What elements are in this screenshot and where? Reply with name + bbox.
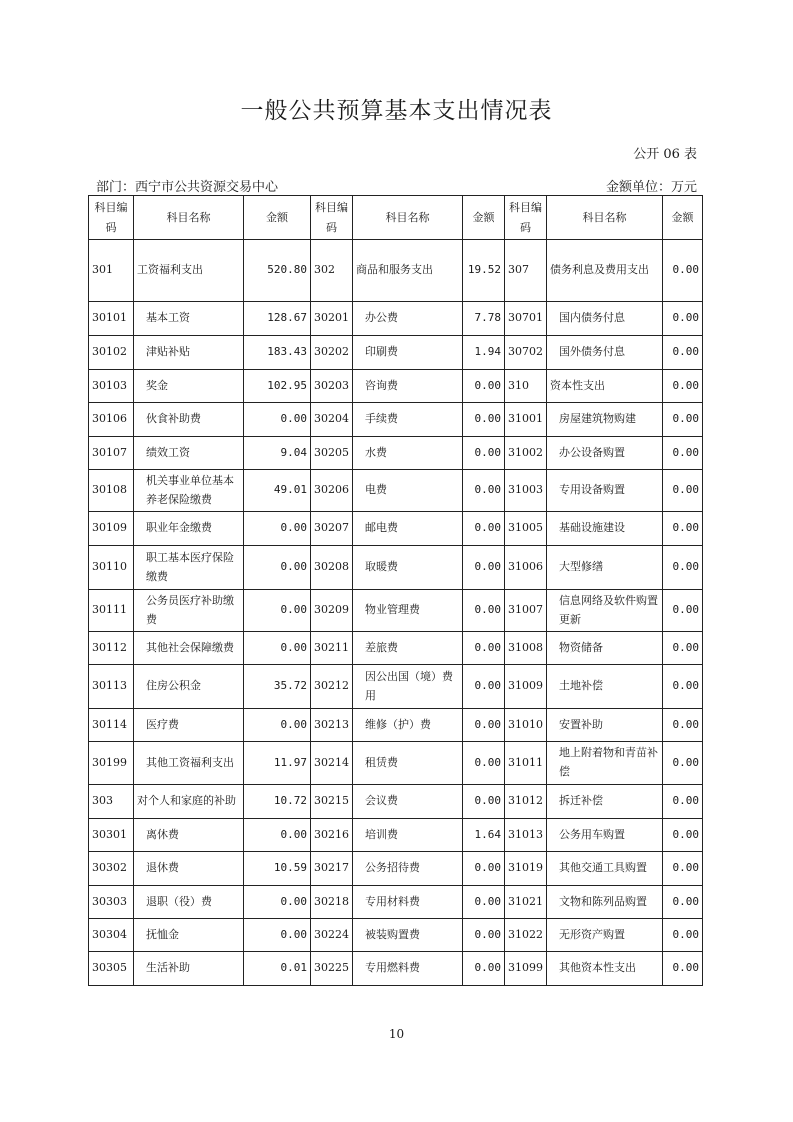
cell-code-2: 30218 (311, 886, 353, 919)
cell-name-1: 基本工资 (134, 302, 244, 336)
cell-code-1: 30110 (89, 546, 134, 590)
cell-amount-2: 0.00 (463, 590, 505, 632)
cell-amount-1: 0.00 (244, 546, 311, 590)
header-code-3: 科目编码 (505, 196, 547, 240)
cell-name-2: 会议费 (353, 785, 463, 819)
cell-amount-3: 0.00 (663, 852, 703, 886)
cell-name-3: 其他交通工具购置 (547, 852, 663, 886)
cell-code-2: 30207 (311, 512, 353, 546)
cell-code-1: 30302 (89, 852, 134, 886)
cell-name-1: 住房公积金 (134, 665, 244, 709)
cell-code-1: 30112 (89, 632, 134, 665)
cell-code-1: 30109 (89, 512, 134, 546)
cell-amount-1: 0.00 (244, 403, 311, 437)
cell-code-1: 30303 (89, 886, 134, 919)
cell-amount-2: 0.00 (463, 709, 505, 742)
cell-amount-1: 11.97 (244, 742, 311, 785)
cell-amount-2: 0.00 (463, 632, 505, 665)
cell-name-1: 退职（役）费 (134, 886, 244, 919)
cell-code-1: 30103 (89, 370, 134, 403)
cell-name-3: 国内债务付息 (547, 302, 663, 336)
cell-code-2: 30204 (311, 403, 353, 437)
cell-code-1: 303 (89, 785, 134, 819)
cell-name-2: 专用燃料费 (353, 952, 463, 986)
cell-code-3: 30701 (505, 302, 547, 336)
header-name-2: 科目名称 (353, 196, 463, 240)
cell-code-3: 31009 (505, 665, 547, 709)
cell-code-2: 30202 (311, 336, 353, 370)
cell-code-3: 31011 (505, 742, 547, 785)
table-row (89, 403, 703, 437)
cell-code-1: 30305 (89, 952, 134, 986)
cell-code-3: 31019 (505, 852, 547, 886)
cell-name-1: 生活补助 (134, 952, 244, 986)
cell-code-2: 30205 (311, 437, 353, 470)
cell-amount-1: 35.72 (244, 665, 311, 709)
cell-name-3: 大型修缮 (547, 546, 663, 590)
cell-amount-1: 128.67 (244, 302, 311, 336)
cell-name-1: 津贴补贴 (134, 336, 244, 370)
cell-code-2: 30211 (311, 632, 353, 665)
cell-code-2: 30208 (311, 546, 353, 590)
cell-amount-2: 0.00 (463, 919, 505, 952)
table-row (89, 240, 703, 302)
cell-amount-3: 0.00 (663, 370, 703, 403)
cell-name-1: 奖金 (134, 370, 244, 403)
cell-code-1: 30199 (89, 742, 134, 785)
cell-name-2: 咨询费 (353, 370, 463, 403)
cell-amount-3: 0.00 (663, 709, 703, 742)
cell-name-2: 水费 (353, 437, 463, 470)
cell-amount-2: 1.64 (463, 819, 505, 852)
cell-name-3: 国外债务付息 (547, 336, 663, 370)
cell-code-2: 30203 (311, 370, 353, 403)
header-name-1: 科目名称 (134, 196, 244, 240)
cell-amount-3: 0.00 (663, 952, 703, 986)
table-row (89, 852, 703, 886)
cell-name-2: 差旅费 (353, 632, 463, 665)
cell-name-3: 土地补偿 (547, 665, 663, 709)
cell-name-3: 拆迁补偿 (547, 785, 663, 819)
cell-amount-2: 0.00 (463, 886, 505, 919)
cell-name-2: 专用材料费 (353, 886, 463, 919)
cell-name-3: 债务利息及费用支出 (547, 240, 663, 302)
cell-code-2: 30212 (311, 665, 353, 709)
cell-amount-3: 0.00 (663, 240, 703, 302)
cell-amount-3: 0.00 (663, 665, 703, 709)
cell-name-3: 安置补助 (547, 709, 663, 742)
cell-code-3: 31002 (505, 437, 547, 470)
table-row (89, 919, 703, 952)
cell-name-1: 离休费 (134, 819, 244, 852)
cell-amount-3: 0.00 (663, 546, 703, 590)
cell-name-2: 维修（护）费 (353, 709, 463, 742)
cell-name-3: 无形资产购置 (547, 919, 663, 952)
table-row (89, 742, 703, 785)
cell-code-2: 30206 (311, 470, 353, 512)
cell-code-1: 30111 (89, 590, 134, 632)
cell-amount-1: 10.72 (244, 785, 311, 819)
cell-name-3: 资本性支出 (547, 370, 663, 403)
cell-code-2: 30225 (311, 952, 353, 986)
cell-amount-3: 0.00 (663, 590, 703, 632)
cell-code-3: 31007 (505, 590, 547, 632)
cell-code-3: 31022 (505, 919, 547, 952)
cell-name-2: 邮电费 (353, 512, 463, 546)
cell-name-1: 职工基本医疗保险缴费 (134, 546, 244, 590)
cell-amount-1: 0.00 (244, 632, 311, 665)
cell-amount-2: 0.00 (463, 470, 505, 512)
cell-name-1: 医疗费 (134, 709, 244, 742)
cell-code-1: 30101 (89, 302, 134, 336)
cell-code-2: 30224 (311, 919, 353, 952)
cell-name-3: 物资储备 (547, 632, 663, 665)
form-number: 公开 06 表 (633, 147, 697, 162)
table-row (89, 709, 703, 742)
cell-amount-1: 183.43 (244, 336, 311, 370)
cell-amount-3: 0.00 (663, 742, 703, 785)
cell-amount-1: 0.00 (244, 709, 311, 742)
cell-amount-1: 0.01 (244, 952, 311, 986)
cell-amount-3: 0.00 (663, 336, 703, 370)
amount-unit-label: 金额单位：万元 (605, 180, 697, 195)
cell-amount-1: 0.00 (244, 919, 311, 952)
cell-name-2: 物业管理费 (353, 590, 463, 632)
cell-code-3: 31021 (505, 886, 547, 919)
cell-amount-2: 0.00 (463, 512, 505, 546)
header-code-2: 科目编码 (311, 196, 353, 240)
cell-amount-3: 0.00 (663, 819, 703, 852)
cell-code-2: 30216 (311, 819, 353, 852)
cell-name-2: 取暖费 (353, 546, 463, 590)
cell-amount-2: 0.00 (463, 665, 505, 709)
header-amount-2: 金额 (463, 196, 505, 240)
table-row (89, 665, 703, 709)
cell-amount-3: 0.00 (663, 919, 703, 952)
table-row (89, 437, 703, 470)
cell-name-1: 绩效工资 (134, 437, 244, 470)
page-number: 10 (388, 1027, 405, 1041)
cell-name-1: 职业年金缴费 (134, 512, 244, 546)
cell-code-2: 30201 (311, 302, 353, 336)
cell-amount-2: 0.00 (463, 742, 505, 785)
cell-code-3: 31006 (505, 546, 547, 590)
cell-amount-2: 1.94 (463, 336, 505, 370)
cell-code-3: 31008 (505, 632, 547, 665)
cell-amount-2: 0.00 (463, 437, 505, 470)
table-row (89, 470, 703, 512)
cell-code-1: 30301 (89, 819, 134, 852)
cell-name-3: 信息网络及软件购置更新 (547, 590, 663, 632)
cell-code-3: 31005 (505, 512, 547, 546)
cell-amount-2: 0.00 (463, 952, 505, 986)
cell-amount-2: 0.00 (463, 852, 505, 886)
cell-code-1: 301 (89, 240, 134, 302)
cell-code-3: 307 (505, 240, 547, 302)
cell-name-1: 其他社会保障缴费 (134, 632, 244, 665)
cell-name-3: 地上附着物和青苗补偿 (547, 742, 663, 785)
cell-amount-1: 10.59 (244, 852, 311, 886)
page-title: 一般公共预算基本支出情况表 (240, 98, 553, 124)
cell-code-3: 31010 (505, 709, 547, 742)
cell-code-3: 310 (505, 370, 547, 403)
cell-code-1: 30304 (89, 919, 134, 952)
cell-code-3: 31003 (505, 470, 547, 512)
cell-code-1: 30108 (89, 470, 134, 512)
table-row (89, 370, 703, 403)
cell-code-3: 31001 (505, 403, 547, 437)
table-row (89, 302, 703, 336)
cell-name-1: 其他工资福利支出 (134, 742, 244, 785)
header-name-3: 科目名称 (547, 196, 663, 240)
cell-amount-3: 0.00 (663, 437, 703, 470)
cell-name-2: 电费 (353, 470, 463, 512)
cell-amount-2: 19.52 (463, 240, 505, 302)
cell-amount-1: 0.00 (244, 590, 311, 632)
cell-name-3: 房屋建筑物购建 (547, 403, 663, 437)
cell-name-2: 手续费 (353, 403, 463, 437)
cell-name-1: 伙食补助费 (134, 403, 244, 437)
cell-amount-1: 49.01 (244, 470, 311, 512)
budget-table (88, 195, 703, 986)
cell-amount-3: 0.00 (663, 302, 703, 336)
cell-code-2: 302 (311, 240, 353, 302)
cell-amount-3: 0.00 (663, 470, 703, 512)
cell-code-2: 30213 (311, 709, 353, 742)
cell-code-3: 30702 (505, 336, 547, 370)
cell-code-3: 31012 (505, 785, 547, 819)
cell-amount-2: 7.78 (463, 302, 505, 336)
cell-name-1: 抚恤金 (134, 919, 244, 952)
cell-name-2: 印刷费 (353, 336, 463, 370)
cell-name-3: 其他资本性支出 (547, 952, 663, 986)
cell-name-2: 因公出国（境）费用 (353, 665, 463, 709)
cell-amount-1: 0.00 (244, 886, 311, 919)
cell-name-1: 机关事业单位基本养老保险缴费 (134, 470, 244, 512)
cell-code-1: 30107 (89, 437, 134, 470)
cell-amount-1: 9.04 (244, 437, 311, 470)
table-row (89, 546, 703, 590)
table-row (89, 785, 703, 819)
cell-code-2: 30209 (311, 590, 353, 632)
cell-name-1: 退休费 (134, 852, 244, 886)
cell-code-2: 30217 (311, 852, 353, 886)
table-row (89, 952, 703, 986)
cell-name-2: 租赁费 (353, 742, 463, 785)
cell-amount-2: 0.00 (463, 403, 505, 437)
cell-name-3: 文物和陈列品购置 (547, 886, 663, 919)
cell-amount-1: 520.80 (244, 240, 311, 302)
cell-name-2: 公务招待费 (353, 852, 463, 886)
cell-amount-3: 0.00 (663, 886, 703, 919)
table-row (89, 632, 703, 665)
cell-amount-1: 0.00 (244, 819, 311, 852)
cell-name-3: 办公设备购置 (547, 437, 663, 470)
cell-name-2: 被装购置费 (353, 919, 463, 952)
cell-amount-2: 0.00 (463, 785, 505, 819)
cell-code-1: 30113 (89, 665, 134, 709)
cell-name-1: 工资福利支出 (134, 240, 244, 302)
cell-amount-3: 0.00 (663, 632, 703, 665)
cell-name-3: 专用设备购置 (547, 470, 663, 512)
cell-name-3: 公务用车购置 (547, 819, 663, 852)
cell-code-3: 31099 (505, 952, 547, 986)
table-header-row (89, 196, 703, 240)
table-row (89, 886, 703, 919)
table-row (89, 336, 703, 370)
cell-amount-2: 0.00 (463, 370, 505, 403)
cell-name-2: 办公费 (353, 302, 463, 336)
table-row (89, 590, 703, 632)
cell-amount-1: 0.00 (244, 512, 311, 546)
cell-amount-3: 0.00 (663, 785, 703, 819)
cell-code-1: 30102 (89, 336, 134, 370)
cell-code-1: 30106 (89, 403, 134, 437)
cell-amount-3: 0.00 (663, 512, 703, 546)
cell-code-1: 30114 (89, 709, 134, 742)
cell-name-1: 对个人和家庭的补助 (134, 785, 244, 819)
cell-code-2: 30215 (311, 785, 353, 819)
table-row (89, 512, 703, 546)
department-label: 部门：西宁市公共资源交易中心 (96, 180, 279, 195)
cell-name-3: 基础设施建设 (547, 512, 663, 546)
header-code-1: 科目编码 (89, 196, 134, 240)
table-row (89, 819, 703, 852)
header-amount-1: 金额 (244, 196, 311, 240)
cell-amount-3: 0.00 (663, 403, 703, 437)
cell-name-2: 商品和服务支出 (353, 240, 463, 302)
cell-amount-2: 0.00 (463, 546, 505, 590)
header-amount-3: 金额 (663, 196, 703, 240)
cell-name-1: 公务员医疗补助缴费 (134, 590, 244, 632)
cell-amount-1: 102.95 (244, 370, 311, 403)
cell-code-3: 31013 (505, 819, 547, 852)
cell-code-2: 30214 (311, 742, 353, 785)
cell-name-2: 培训费 (353, 819, 463, 852)
